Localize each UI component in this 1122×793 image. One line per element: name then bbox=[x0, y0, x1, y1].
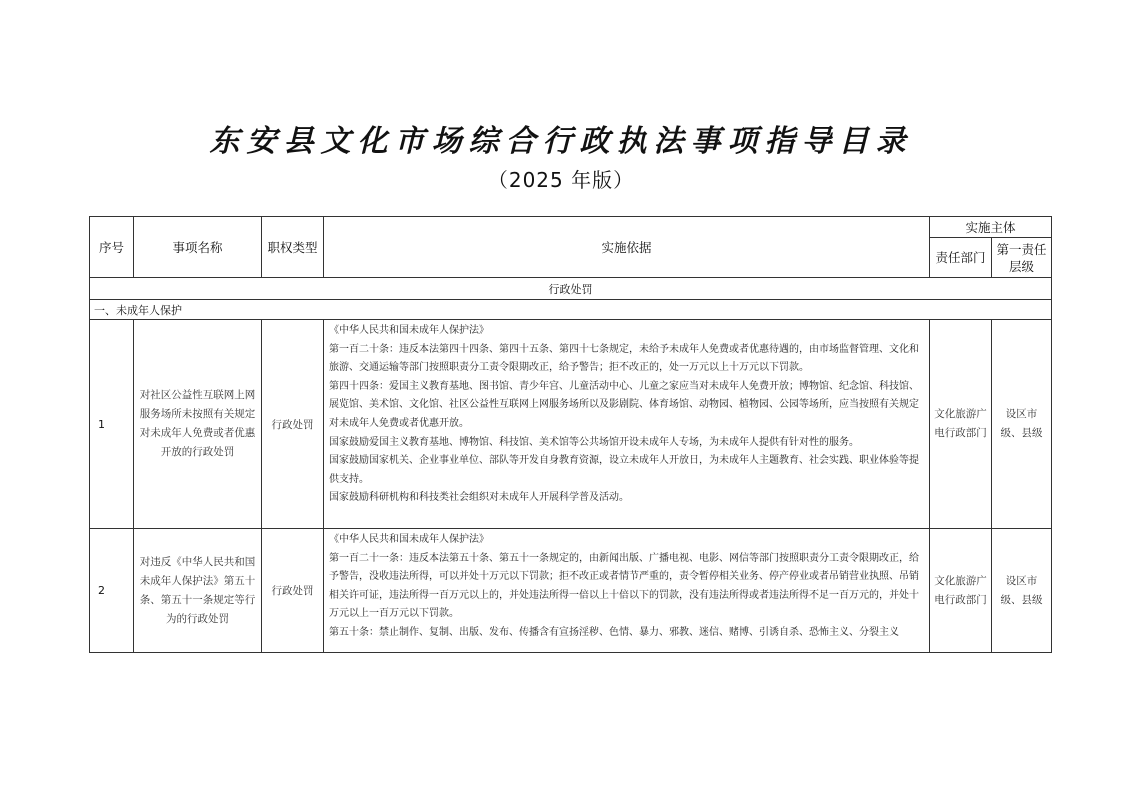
row-level: 设区市级、县级 bbox=[992, 320, 1052, 529]
row-seq: 1 bbox=[90, 320, 134, 529]
header-subject: 实施主体 bbox=[930, 217, 1052, 238]
row-item-name: 对社区公益性互联网上网服务场所未按照有关规定对未成年人免费或者优惠开放的行政处罚 bbox=[134, 320, 262, 529]
row-seq: 2 bbox=[90, 529, 134, 653]
section-heading: 一、未成年人保护 bbox=[90, 300, 1052, 320]
header-dept: 责任部门 bbox=[930, 238, 992, 278]
row-dept: 文化旅游广电行政部门 bbox=[930, 320, 992, 529]
table-row bbox=[90, 529, 1052, 653]
basis-paragraph: 第一百二十条：违反本法第四十四条、第四十五条、第四十七条规定，未给予未成年人免费或者优惠待遇的，由市场监督管理、文化和旅游、交通运输等部门按照职责分工责令限期改正，给予警告；拒不改正的，处一万元以上十万元以下罚款。 bbox=[329, 343, 919, 374]
row-item-name: 对违反《中华人民共和国未成年人保护法》第五十条、第五十一条规定等行为的行政处罚 bbox=[134, 529, 262, 653]
table-row bbox=[90, 320, 1052, 529]
basis-paragraph: 第一百二十一条：违反本法第五十条、第五十一条规定的，由新闻出版、广播电视、电影、网信等部门按照职责分工责令限期改正，给予警告，没收违法所得，可以并处十万元以下罚款；拒不改正或者情节严重的，责令暂停相关业务、停产停业或者吊销营业执照、吊销相关许可证，违法所得一百万元以上的，并处违法所得一倍以上十倍以下的罚款，没有违法所得或者违法所得不足一百万元的，并处十万元以上一百万元以下罚款。 bbox=[329, 552, 919, 620]
basis-paragraph: 《中华人民共和国未成年人保护法》 bbox=[329, 534, 489, 545]
catalog-table bbox=[89, 216, 1052, 653]
row-basis bbox=[324, 529, 930, 653]
document-title: 东安县文化市场综合行政执法事项指导目录 bbox=[209, 124, 913, 159]
row-level: 设区市级、县级 bbox=[992, 529, 1052, 653]
header-type: 职权类型 bbox=[262, 217, 324, 278]
header-level: 第一责任层级 bbox=[992, 238, 1052, 278]
row-basis bbox=[324, 320, 930, 529]
row-power-type: 行政处罚 bbox=[262, 320, 324, 529]
row-dept: 文化旅游广电行政部门 bbox=[930, 529, 992, 653]
header-basis: 实施依据 bbox=[324, 217, 930, 278]
basis-paragraph: 国家鼓励爱国主义教育基地、博物馆、科技馆、美术馆等公共场馆开设未成年人专场，为未成年人提供有针对性的服务。 bbox=[329, 436, 859, 448]
basis-paragraph: 国家鼓励国家机关、企业事业单位、部队等开发自身教育资源，设立未成年人开放日，为未成年人主题教育、社会实践、职业体验等提供支持。 bbox=[329, 455, 919, 485]
row-power-type: 行政处罚 bbox=[262, 529, 324, 653]
basis-paragraph: 第四十四条：爱国主义教育基地、图书馆、青少年宫、儿童活动中心、儿童之家应当对未成年人免费开放；博物馆、纪念馆、科技馆、展览馆、美术馆、文化馆、社区公益性互联网上网服务场所以及影剧院、体育场馆、动物园、植物园、公园等场所，应当按照有关规定对未成年人免费或者优惠开放。 bbox=[329, 380, 919, 429]
header-name: 事项名称 bbox=[134, 217, 262, 278]
basis-paragraph: 第五十条：禁止制作、复制、出版、发布、传播含有宣扬淫秽、色情、暴力、邪教、迷信、赌博、引诱自杀、恐怖主义、分裂主义 bbox=[329, 626, 899, 638]
header-seq: 序号 bbox=[90, 217, 134, 278]
document-subtitle: （2025 年版） bbox=[487, 168, 635, 192]
basis-paragraph: 国家鼓励科研机构和科技类社会组织对未成年人开展科学普及活动。 bbox=[329, 492, 629, 504]
basis-paragraph: 《中华人民共和国未成年人保护法》 bbox=[329, 325, 489, 336]
category-band: 行政处罚 bbox=[90, 278, 1052, 300]
